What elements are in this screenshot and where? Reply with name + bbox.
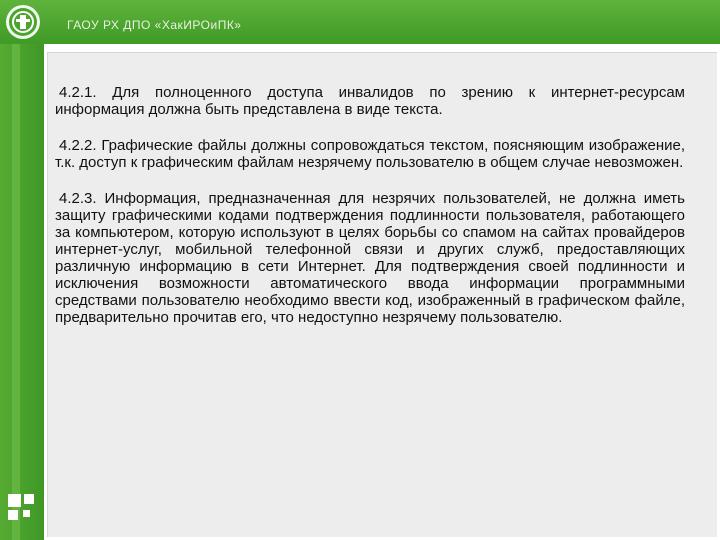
header-bar (0, 0, 720, 44)
paragraph-4-2-2: 4.2.2. Графические файлы должны сопровождаться текстом, поясняющим изображение, т.к. доступ к графическим файлам незрячему пользователю в общем случае невозможен. (55, 137, 685, 171)
paragraph-4-2-3: 4.2.3. Информация, предназначенная для незрячих пользователей, не должна иметь защиту графическими кодами подтверждения подлинности пользователя, работающего за компьютером, которую используют в целях борьбы со спамом на сайтах провайдеров интернет-услуг, мобильной телефонной связи и других служб, предоставляющих различную информацию в сети Интернет. Для подтверждения своей подлинности и исключения возможности автоматического ввода информации программными средствами пользователю необходимо ввести код, изображенный в графическом файле, предварительно прочитав его, что недоступно незрячему пользователю. (55, 190, 685, 326)
content-text (55, 84, 685, 326)
decorative-squares-icon (8, 494, 38, 524)
left-sidebar-bar (0, 44, 44, 540)
left-sidebar-stripe (12, 44, 20, 540)
institute-logo-icon (4, 3, 42, 41)
paragraph-4-2-1: 4.2.1. Для полноценного доступа инвалидов по зрению к интернет-ресурсам информация должна быть представлена в виде текста. (55, 84, 685, 118)
header-title: ГАОУ РХ ДПО «ХакИРОиПК» (67, 18, 242, 32)
